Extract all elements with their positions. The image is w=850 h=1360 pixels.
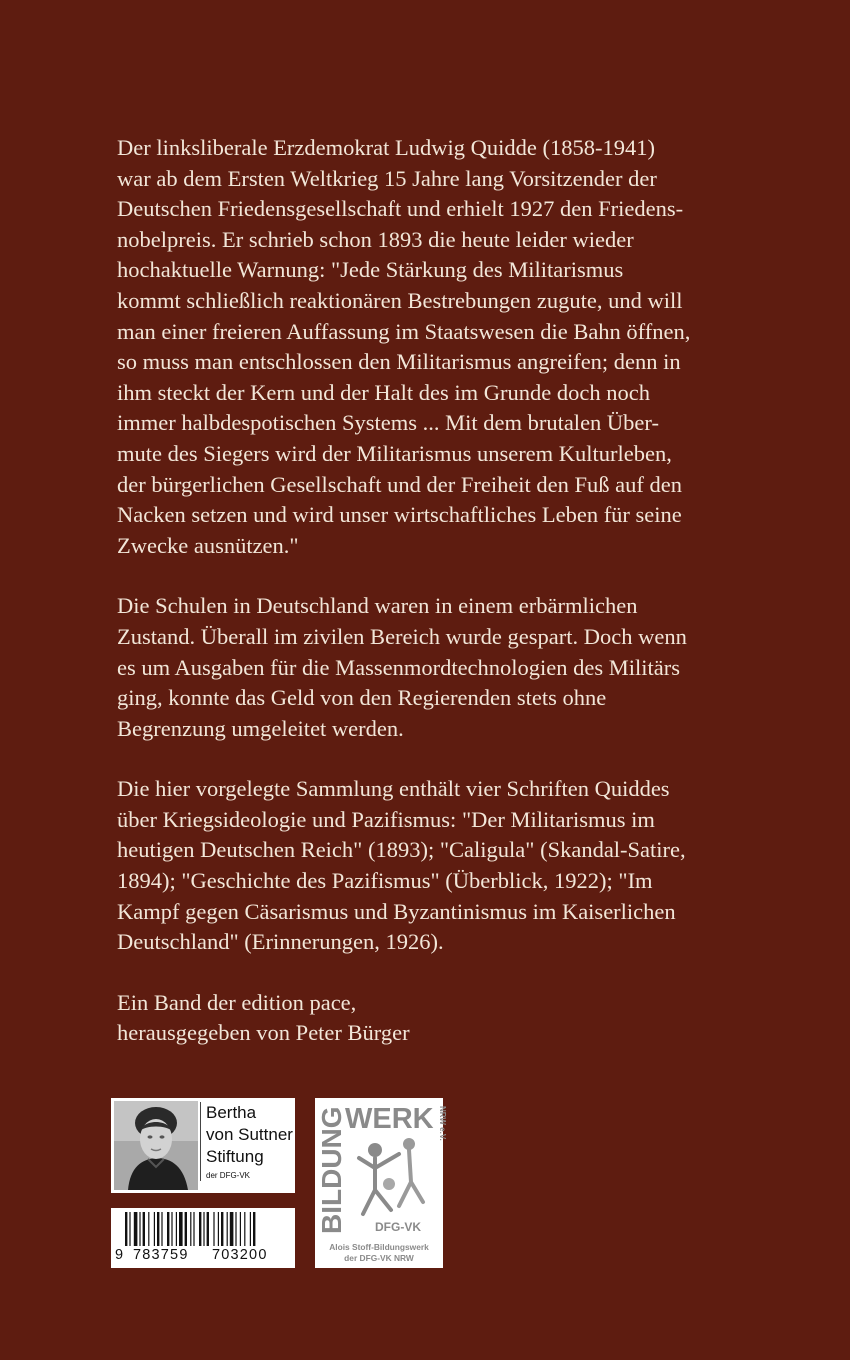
stiftung-line-2: von Suttner xyxy=(206,1125,293,1144)
back-cover-blurb xyxy=(117,133,737,1049)
barcode-bar xyxy=(235,1212,236,1246)
isbn-barcode xyxy=(111,1208,295,1268)
barcode-bar xyxy=(157,1212,159,1246)
isbn-digits xyxy=(111,1247,295,1267)
barcode-bar xyxy=(179,1212,183,1246)
barcode-bar xyxy=(199,1212,201,1246)
barcode-bar xyxy=(154,1212,155,1246)
barcode-bar xyxy=(125,1212,127,1246)
barcode-bar xyxy=(240,1212,241,1246)
stiftung-name xyxy=(200,1102,300,1181)
figures-icon xyxy=(359,1138,423,1214)
barcode-bar xyxy=(227,1212,228,1246)
bildung-text: BILDUNG xyxy=(316,1106,347,1234)
barcode-bar xyxy=(139,1212,140,1246)
dfg-vk-text: DFG-VK xyxy=(375,1220,421,1234)
barcode-bar xyxy=(203,1212,204,1246)
bildungswerk-caption-2: der DFG-VK NRW xyxy=(344,1253,414,1263)
stiftung-line-3: Stiftung xyxy=(206,1147,264,1166)
portrait-image xyxy=(114,1101,198,1190)
isbn-group-2: 703200 xyxy=(212,1247,268,1263)
barcode-bar xyxy=(218,1212,219,1246)
barcode-bar xyxy=(176,1212,177,1246)
isbn-prefix-digit: 9 xyxy=(115,1247,125,1263)
barcode-bar xyxy=(129,1212,130,1246)
barcode-bar xyxy=(171,1212,172,1246)
barcode-bar xyxy=(193,1212,194,1246)
barcode-bar xyxy=(185,1212,187,1246)
barcode-bar xyxy=(213,1212,214,1246)
barcode-bar xyxy=(221,1212,223,1246)
barcode-bar xyxy=(253,1212,255,1246)
barcode-bar xyxy=(161,1212,162,1246)
barcode-bar xyxy=(148,1212,149,1246)
nrw-suffix-text: NRW e.V. xyxy=(438,1106,447,1141)
blurb-paragraph-1: Der linksliberale Erzdemokrat Ludwig Quidde (1858-1941) war ab dem Ersten Weltkrieg 15 Jahre lang Vorsitzender der Deutschen Friedensgesellschaft und erhielt 1927 den Friedens- nobelpreis. Er schrieb schon 1893 die heute leider wieder hochaktuelle Warnung: "Jede Stärkung des Militarismus kommt schließlich reaktionären Bestrebungen zugute, und will man einer freieren Auffassung im Staatswesen die Bahn öffnen, so muss man entschlossen den Militarismus angreifen; denn in ihm steckt der Kern und der Halt des im Grunde doch noch immer halbdespotischen Systems ... Mit dem brutalen Über- mute des Siegers wird der Militarismus unserem Kulturleben, der bürgerlichen Gesellschaft und der Freiheit den Fuß auf den Nacken setzen und wird unser wirtschaftliches Leben für seine Zwecke ausnützen." xyxy=(117,135,691,558)
barcode-bars xyxy=(111,1208,295,1248)
barcode-bar xyxy=(230,1212,234,1246)
barcode-bar xyxy=(134,1212,138,1246)
bildungswerk-caption-1: Alois Stoff-Bildungswerk xyxy=(329,1242,429,1252)
bildungswerk-logo xyxy=(315,1098,447,1268)
barcode-bar xyxy=(190,1212,191,1246)
stiftung-line-1: Bertha xyxy=(206,1103,257,1122)
barcode-bar xyxy=(250,1212,251,1246)
isbn-group-1: 783759 xyxy=(133,1247,189,1263)
bildungswerk-emblem xyxy=(315,1098,447,1268)
barcode-bar xyxy=(167,1212,169,1246)
barcode-bar xyxy=(244,1212,245,1246)
blurb-paragraph-4: Ein Band der edition pace, herausgegeben von Peter Bürger xyxy=(117,989,410,1046)
barcode-bar xyxy=(207,1212,209,1246)
blurb-paragraph-3: Die hier vorgelegte Sammlung enthält vier Schriften Quiddes über Kriegsideologie und Pazifismus: "Der Militarismus im heutigen Deutschen Reich" (1893); "Caligula" (Skandal-Satire, 1894); "Geschichte des Pazifismus" (Überblick, 1922); "Im Kampf gegen Cäsarismus und Byzantinismus im Kaiserlichen Deutschland" (Erinnerungen, 1926). xyxy=(117,776,686,955)
werk-text: WERK xyxy=(345,1103,434,1135)
blurb-paragraph-2: Die Schulen in Deutschland waren in einem erbärmlichen Zustand. Überall im zivilen Bereich wurde gespart. Doch wenn es um Ausgaben für die Massenmordtechnologien des Militärs ging, konnte das Geld von den Regierenden stets ohne Begrenzung umgeleitet werden. xyxy=(117,593,687,741)
bertha-von-suttner-stiftung-logo xyxy=(111,1098,295,1193)
barcode-bar xyxy=(143,1212,145,1246)
stiftung-line-4: der DFG-VK xyxy=(206,1171,251,1180)
